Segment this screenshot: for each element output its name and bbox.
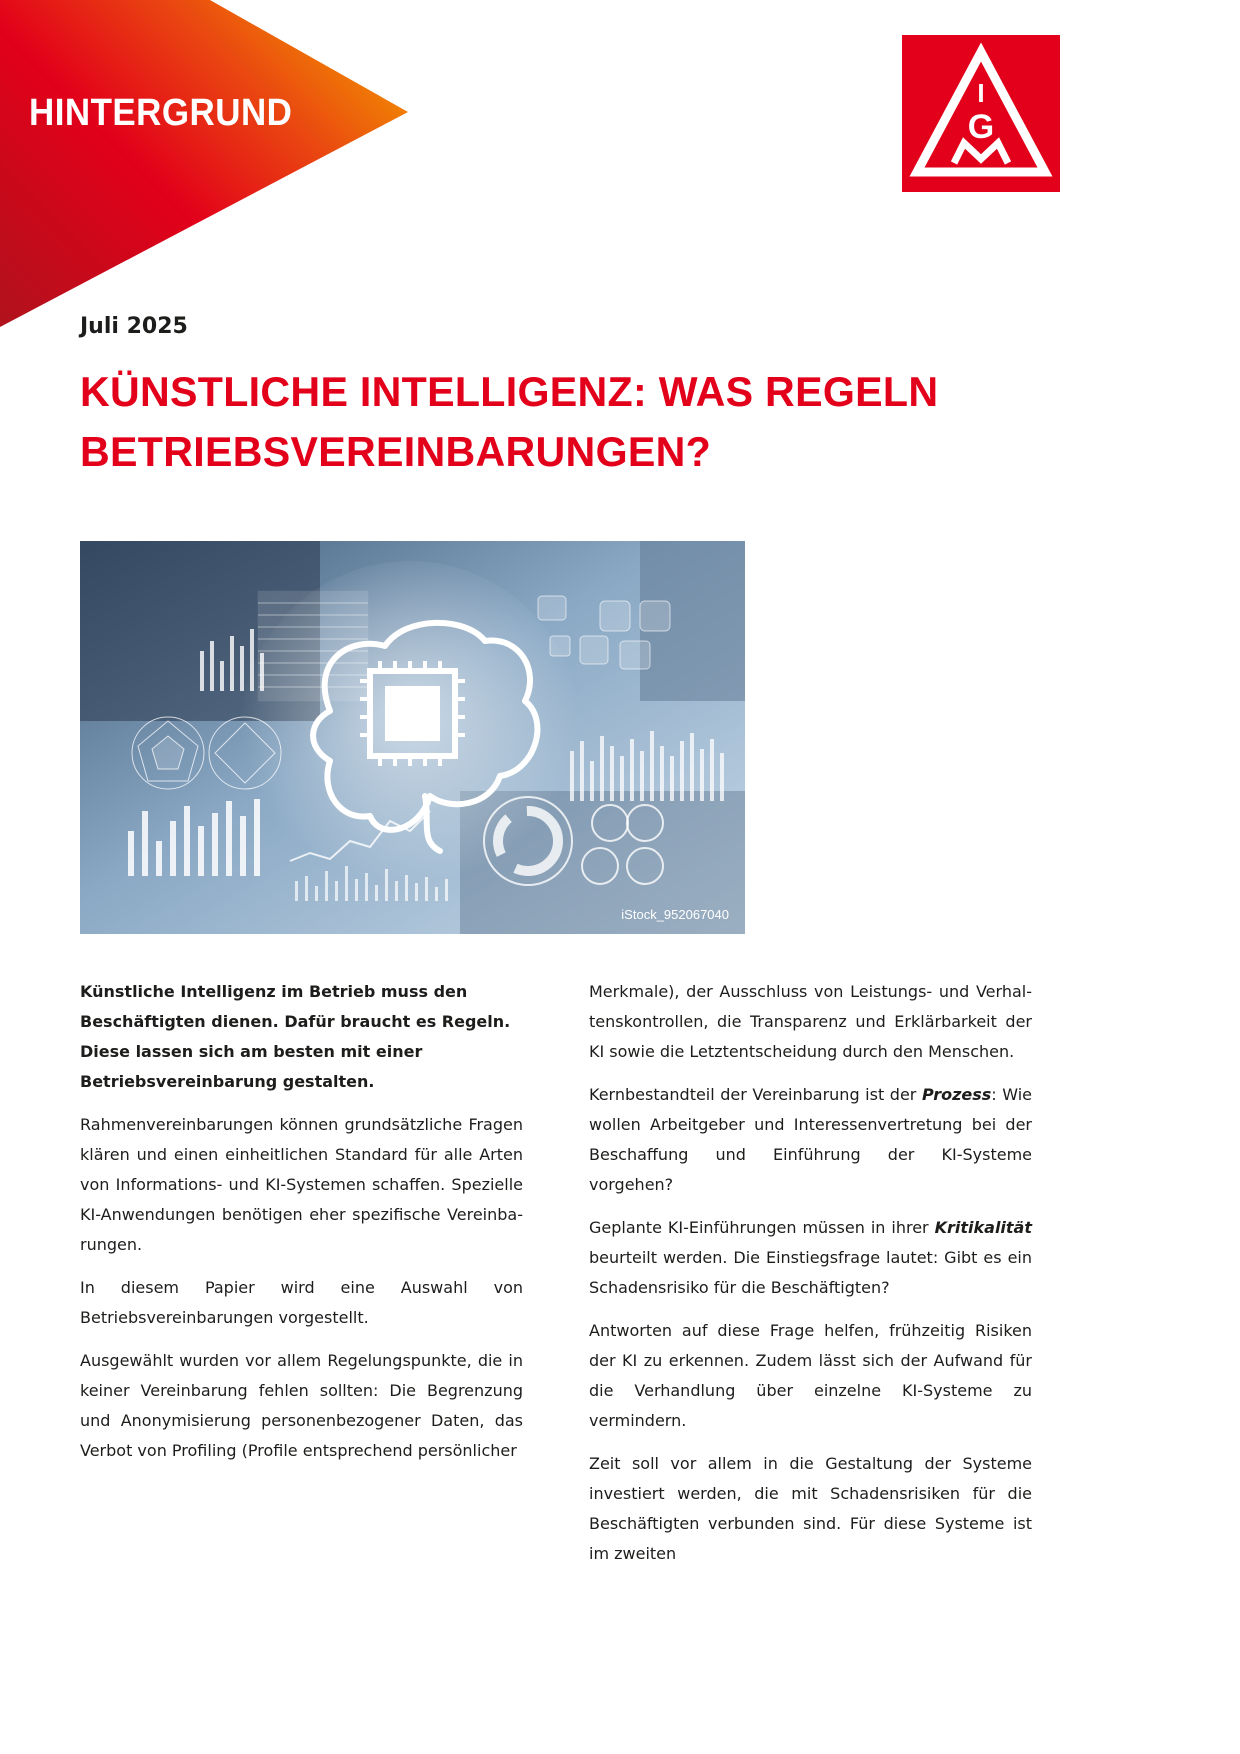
emphasis-prozess: Prozess — [921, 1085, 992, 1104]
logo-letter-g: G — [967, 108, 995, 146]
text-column-right — [589, 977, 1032, 1582]
igm-logo — [902, 35, 1060, 192]
logo-letter-i: I — [977, 78, 985, 108]
hero-image — [80, 541, 745, 934]
paragraph — [589, 1213, 1032, 1303]
paragraph: Rahmenvereinbarungen können grundsätzliche Fragen klären und einen einheitlichen Standard für alle Arten von Informations- und KI-Systemen schaffen. Spezielle KI-Anwendungen benötigen eher spezifische Vereinbarungen. — [80, 1115, 523, 1254]
paragraph: Merkmale), der Ausschluss von Leistungs- und Verhaltenskontrollen, die Transparenz und Erklärbarkeit der KI sowie die Letztentscheidung durch den Menschen. — [589, 982, 1032, 1061]
paragraph-text: : Wie wollen Arbeitgeber und Interessenvertretung bei der Beschaffung und Einführung der KI-Systeme vorgehen? — [589, 1085, 1033, 1194]
paragraph-text: Kernbestandteil der Vereinbarung ist der — [589, 1085, 922, 1104]
banner-label: HINTERGRUND — [29, 92, 293, 134]
image-credit: iStock_952067040 — [621, 907, 729, 922]
paragraph — [589, 1080, 1032, 1200]
title-line-2: BETRIEBSVEREINBARUNGEN? — [80, 428, 712, 475]
emphasis-kritikalitaet: Kritikalität — [934, 1218, 1032, 1237]
lead-paragraph: Künstliche Intelligenz im Betrieb muss den Beschäftigten dienen. Dafür braucht es Regeln. Diese lassen sich am besten mit einer Betriebsvereinbarung gestalten. — [80, 982, 511, 1091]
paragraph: In diesem Papier wird eine Auswahl von Betriebsvereinbarungen vorgestellt. — [80, 1278, 523, 1327]
paragraph-text: Geplante KI-Einführungen müssen in ihrer — [589, 1218, 935, 1237]
paragraph: Antworten auf diese Frage helfen, frühzeitig Risiken der KI zu erkennen. Zudem lässt sich der Aufwand für die Verhandlung über einzelne KI-Systeme zu vermindern. — [589, 1321, 1032, 1430]
hintergrund-banner — [0, 0, 420, 330]
title-line-1: KÜNSTLICHE INTELLIGENZ: WAS REGELN — [80, 368, 939, 415]
text-column-left — [80, 977, 523, 1479]
paragraph: Zeit soll vor allem in die Gestaltung der Systeme investiert werden, die mit Schadensrisiken für die Beschäftigten verbunden sind. Für diese Systeme ist im zweiten — [589, 1454, 1032, 1563]
publication-date: Juli 2025 — [80, 314, 188, 339]
page-title — [80, 362, 956, 482]
banner-triangle — [0, 0, 420, 330]
paragraph-text: beurteilt werden. Die Einstiegsfrage lautet: Gibt es ein Schadensrisiko für die Beschäftigten? — [589, 1248, 1032, 1297]
paragraph: Ausgewählt wurden vor allem Regelungspunkte, die in keiner Vereinbarung fehlen sollten: Die Begrenzung und Anonymisierung personenbezogener Daten, das Verbot von Profiling (Profile entsprechend persönlicher — [80, 1351, 523, 1460]
